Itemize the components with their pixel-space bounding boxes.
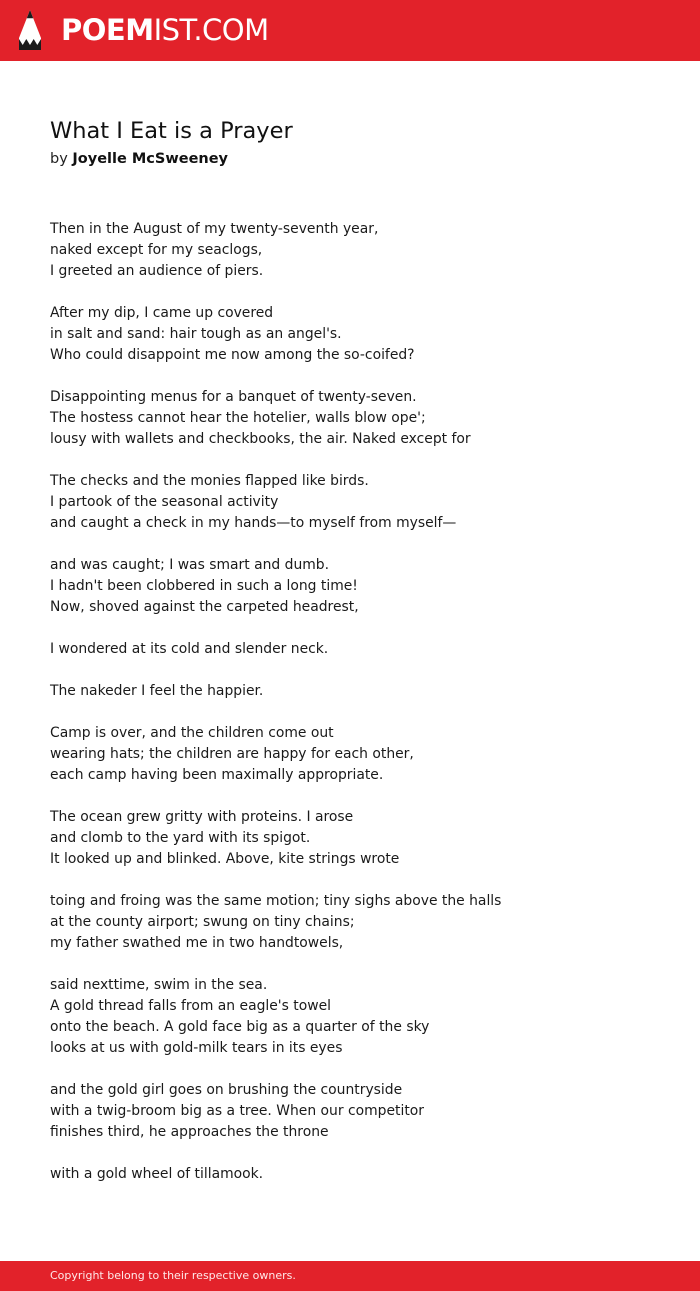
- poem-line: Who could disappoint me now among the so-coifed?: [50, 347, 415, 363]
- poem-stanza: [50, 807, 670, 870]
- logo-bold-text: POEM: [61, 13, 154, 47]
- poem-line: I partook of the seasonal activity: [50, 494, 279, 510]
- poem-line: lousy with wallets and checkbooks, the air. Naked except for: [50, 431, 471, 447]
- poem-line: naked except for my seaclogs,: [50, 242, 263, 258]
- poem-line: The nakeder I feel the happier.: [50, 683, 264, 699]
- poem-stanza: [50, 303, 670, 366]
- poem-stanza: [50, 387, 670, 450]
- poem-stanza: [50, 681, 670, 702]
- poem-line: my father swathed me in two handtowels,: [50, 935, 344, 951]
- poem-stanza: [50, 1080, 670, 1143]
- poem-line: with a twig-broom big as a tree. When our competitor: [50, 1103, 424, 1119]
- poem-stanza: [50, 723, 670, 786]
- poem-stanza: [50, 555, 670, 618]
- poem-stanza: [50, 891, 670, 954]
- byline: [50, 149, 228, 169]
- poem-line: wearing hats; the children are happy for each other,: [50, 746, 414, 762]
- poem-line: and clomb to the yard with its spigot.: [50, 830, 311, 846]
- copyright-notice: Copyright belong to their respective owners.: [50, 1269, 296, 1282]
- site-logo[interactable]: [61, 13, 269, 47]
- poem-line: After my dip, I came up covered: [50, 305, 274, 321]
- poem-line: I greeted an audience of piers.: [50, 263, 264, 279]
- poem-line: Camp is over, and the children come out: [50, 725, 334, 741]
- poem-title: What I Eat is a Prayer: [50, 118, 293, 144]
- poem-line: toing and froing was the same motion; tiny sighs above the halls: [50, 893, 502, 909]
- poem-line: each camp having been maximally appropriate.: [50, 767, 384, 783]
- logo-light-text: IST.COM: [153, 13, 269, 47]
- poem-line: Now, shoved against the carpeted headrest,: [50, 599, 359, 615]
- poem-line: with a gold wheel of tillamook.: [50, 1166, 264, 1182]
- poem-stanza: [50, 1164, 670, 1185]
- poem-line: said nexttime, swim in the sea.: [50, 977, 268, 993]
- by-label: by: [50, 151, 68, 167]
- poem-line: onto the beach. A gold face big as a quarter of the sky: [50, 1019, 430, 1035]
- poem-line: I wondered at its cold and slender neck.: [50, 641, 329, 657]
- poem-line: Then in the August of my twenty-seventh year,: [50, 221, 379, 237]
- poem-line: The checks and the monies flapped like birds.: [50, 473, 369, 489]
- poem-line: in salt and sand: hair tough as an angel's.: [50, 326, 342, 342]
- poem-line: looks at us with gold-milk tears in its eyes: [50, 1040, 343, 1056]
- site-footer: [0, 1261, 700, 1291]
- poem-line: at the county airport; swung on tiny chains;: [50, 914, 355, 930]
- site-header: [0, 0, 700, 61]
- author-name: Joyelle McSweeney: [72, 151, 229, 167]
- poem-stanza: [50, 471, 670, 534]
- poem-line: The hostess cannot hear the hotelier, walls blow ope';: [50, 410, 426, 426]
- pencil-icon[interactable]: [18, 9, 42, 51]
- poem-line: I hadn't been clobbered in such a long time!: [50, 578, 358, 594]
- poem-line: and was caught; I was smart and dumb.: [50, 557, 330, 573]
- poem-line: Disappointing menus for a banquet of twenty-seven.: [50, 389, 417, 405]
- poem-stanza: [50, 639, 670, 660]
- poem-body: [50, 219, 670, 1206]
- poem-line: A gold thread falls from an eagle's towel: [50, 998, 331, 1014]
- poem-line: The ocean grew gritty with proteins. I arose: [50, 809, 354, 825]
- poem-line: It looked up and blinked. Above, kite strings wrote: [50, 851, 400, 867]
- poem-stanza: [50, 219, 670, 282]
- poem-line: and the gold girl goes on brushing the countryside: [50, 1082, 403, 1098]
- poem-stanza: [50, 975, 670, 1059]
- poem-line: finishes third, he approaches the throne: [50, 1124, 329, 1140]
- poem-line: and caught a check in my hands—to myself from myself—: [50, 515, 457, 531]
